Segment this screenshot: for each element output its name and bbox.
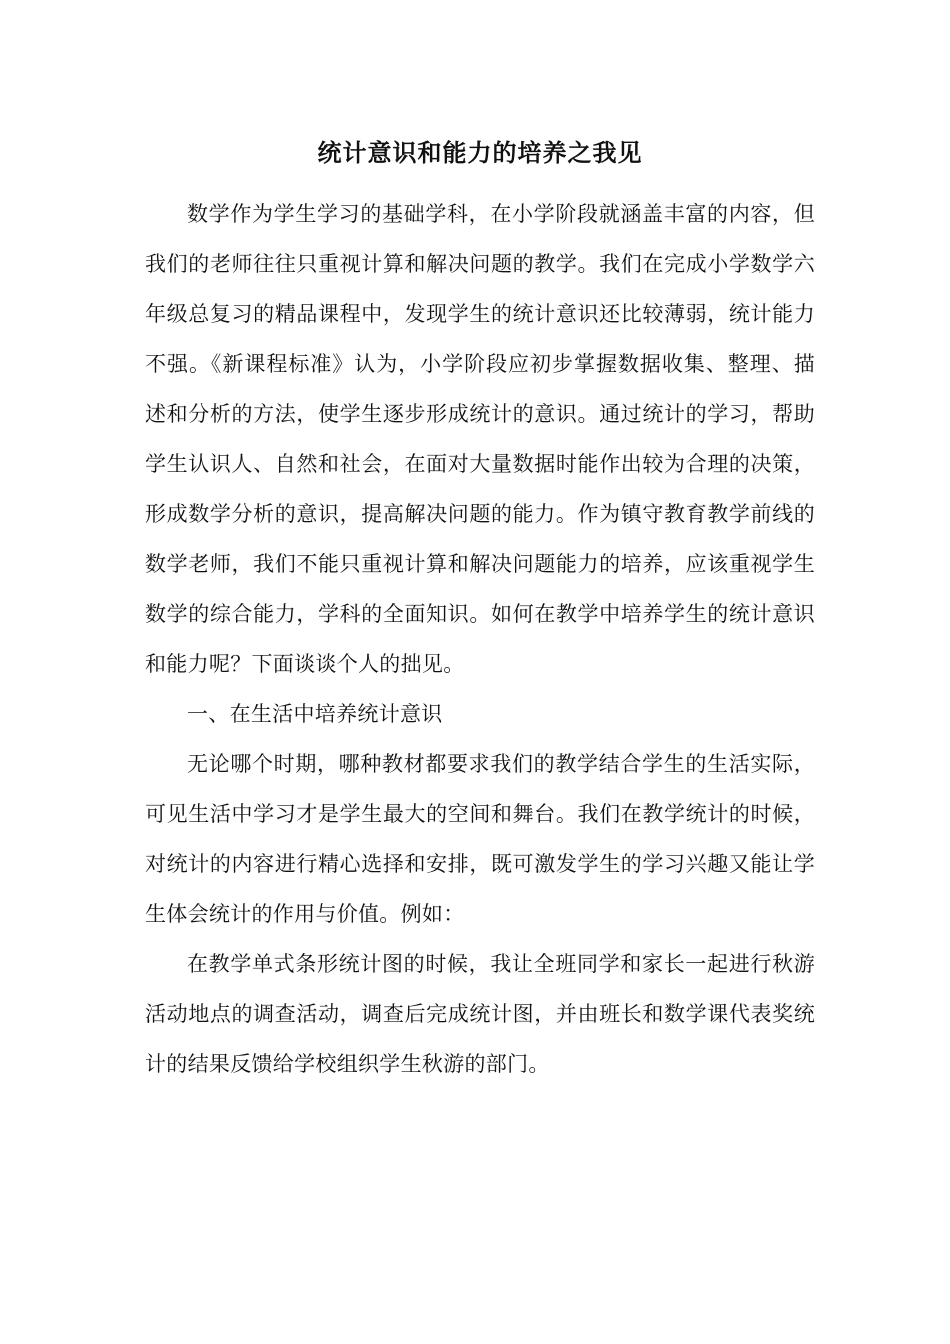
intro-paragraph: 数学作为学生学习的基础学科，在小学阶段就涵盖丰富的内容，但我们的老师往往只重视计算和解决问题的教学。我们在完成小学数学六年级总复习的精品课程中，发现学生的统计意识还比较薄弱，统计能力不强。《新课程标准》认为，小学阶段应初步掌握数据收集、整理、描述和分析的方法，使学生逐步形成统计的意识。通过统计的学习，帮助学生认识人、自然和社会，在面对大量数据时能作出较为合理的决策，形成数学分析的意识，提高解决问题的能力。作为镇守教育教学前线的数学老师，我们不能只重视计算和解决问题能力的培养，应该重视学生数学的综合能力，学科的全面知识。如何在教学中培养学生的统计意识和能力呢？下面谈谈个人的拙见。 bbox=[145, 202, 815, 676]
section-paragraph-2: 在教学单式条形统计图的时候，我让全班同学和家长一起进行秋游活动地点的调查活动，调查后完成统计图，并由班长和数学课代表奖统计的结果反馈给学校组织学生秋游的部门。 bbox=[145, 952, 815, 1076]
section-paragraph-1: 无论哪个时期，哪种教材都要求我们的教学结合学生的生活实际，可见生活中学习才是学生最大的空间和舞台。我们在教学统计的时候，对统计的内容进行精心选择和安排，既可激发学生的学习兴趣又能让学生体会统计的作用与价值。例如： bbox=[145, 752, 815, 926]
document-body bbox=[145, 133, 815, 1089]
document-title: 统计意识和能力的培养之我见 bbox=[317, 138, 643, 167]
section-heading: 一、在生活中培养统计意识 bbox=[187, 702, 443, 726]
